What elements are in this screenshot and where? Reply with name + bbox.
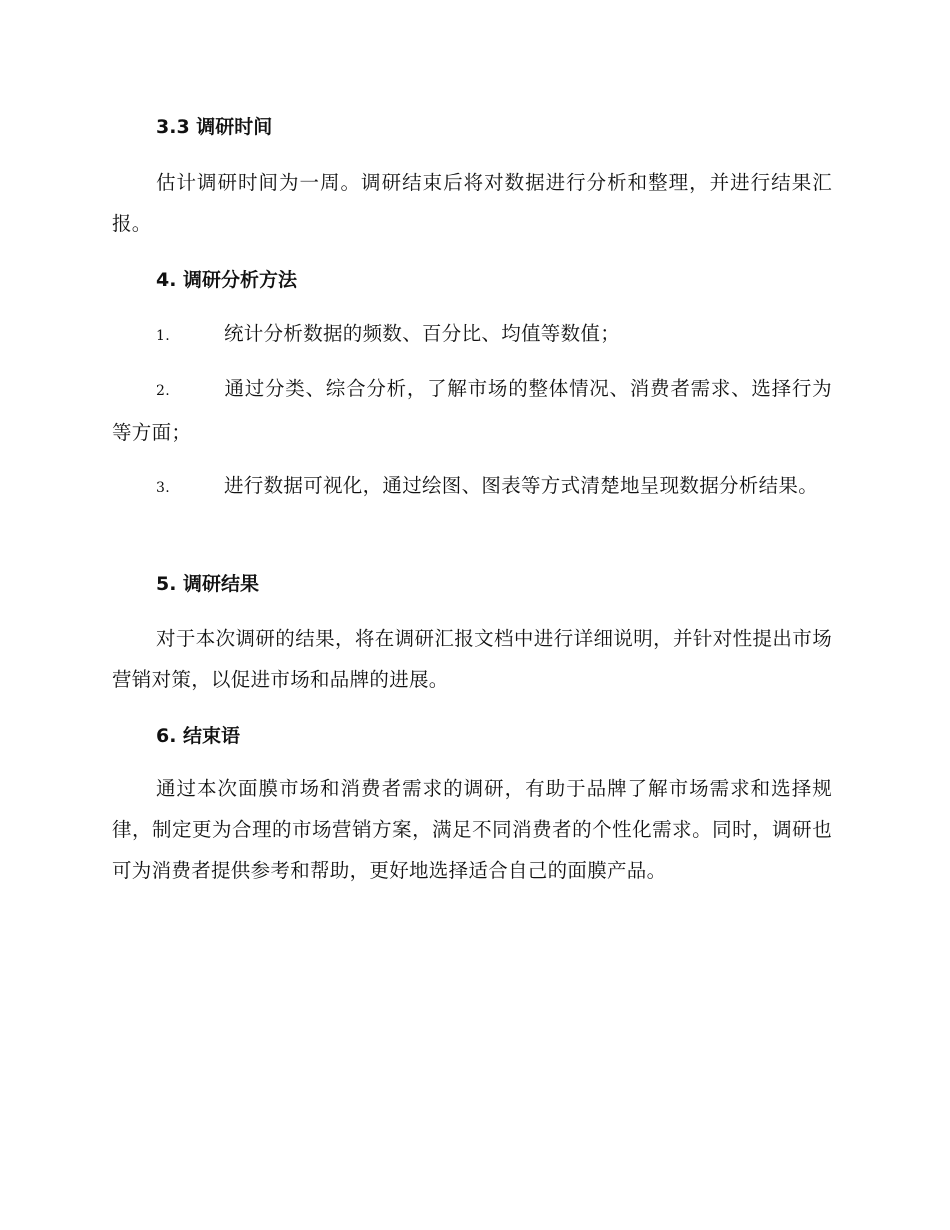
section-paragraph-5: 对于本次调研的结果，将在调研汇报文档中进行详细说明，并针对性提出市场营销对策，以促进市场和品牌的进展。 xyxy=(112,627,832,691)
list-item xyxy=(112,313,832,357)
list-item-number: 3. xyxy=(156,480,170,496)
section-heading-3-3: 3.3 调研时间 xyxy=(156,116,273,138)
list-item xyxy=(112,465,832,509)
section-paragraph-6: 通过本次面膜市场和消费者需求的调研，有助于品牌了解市场需求和选择规律，制定更为合理的市场营销方案，满足不同消费者的个性化需求。同时，调研也可为消费者提供参考和帮助，更好地选择适合自己的面膜产品。 xyxy=(112,777,832,882)
list-item-number: 1. xyxy=(156,328,170,344)
section-heading-6: 6. 结束语 xyxy=(156,725,241,747)
list-item-number: 2. xyxy=(156,383,170,399)
section-heading-5: 5. 调研结果 xyxy=(156,573,260,595)
section-paragraph-3-3: 估计调研时间为一周。调研结束后将对数据进行分析和整理，并进行结果汇报。 xyxy=(112,171,832,235)
list-item xyxy=(112,368,832,453)
section-heading-4: 4. 调研分析方法 xyxy=(156,269,298,291)
list-item-text: 通过分类、综合分析，了解市场的整体情况、消费者需求、选择行为等方面； xyxy=(112,377,832,444)
list-item-text: 统计分析数据的频数、百分比、均值等数值； xyxy=(224,322,621,345)
list-item-text: 进行数据可视化，通过绘图、图表等方式清楚地呈现数据分析结果。 xyxy=(224,474,819,497)
